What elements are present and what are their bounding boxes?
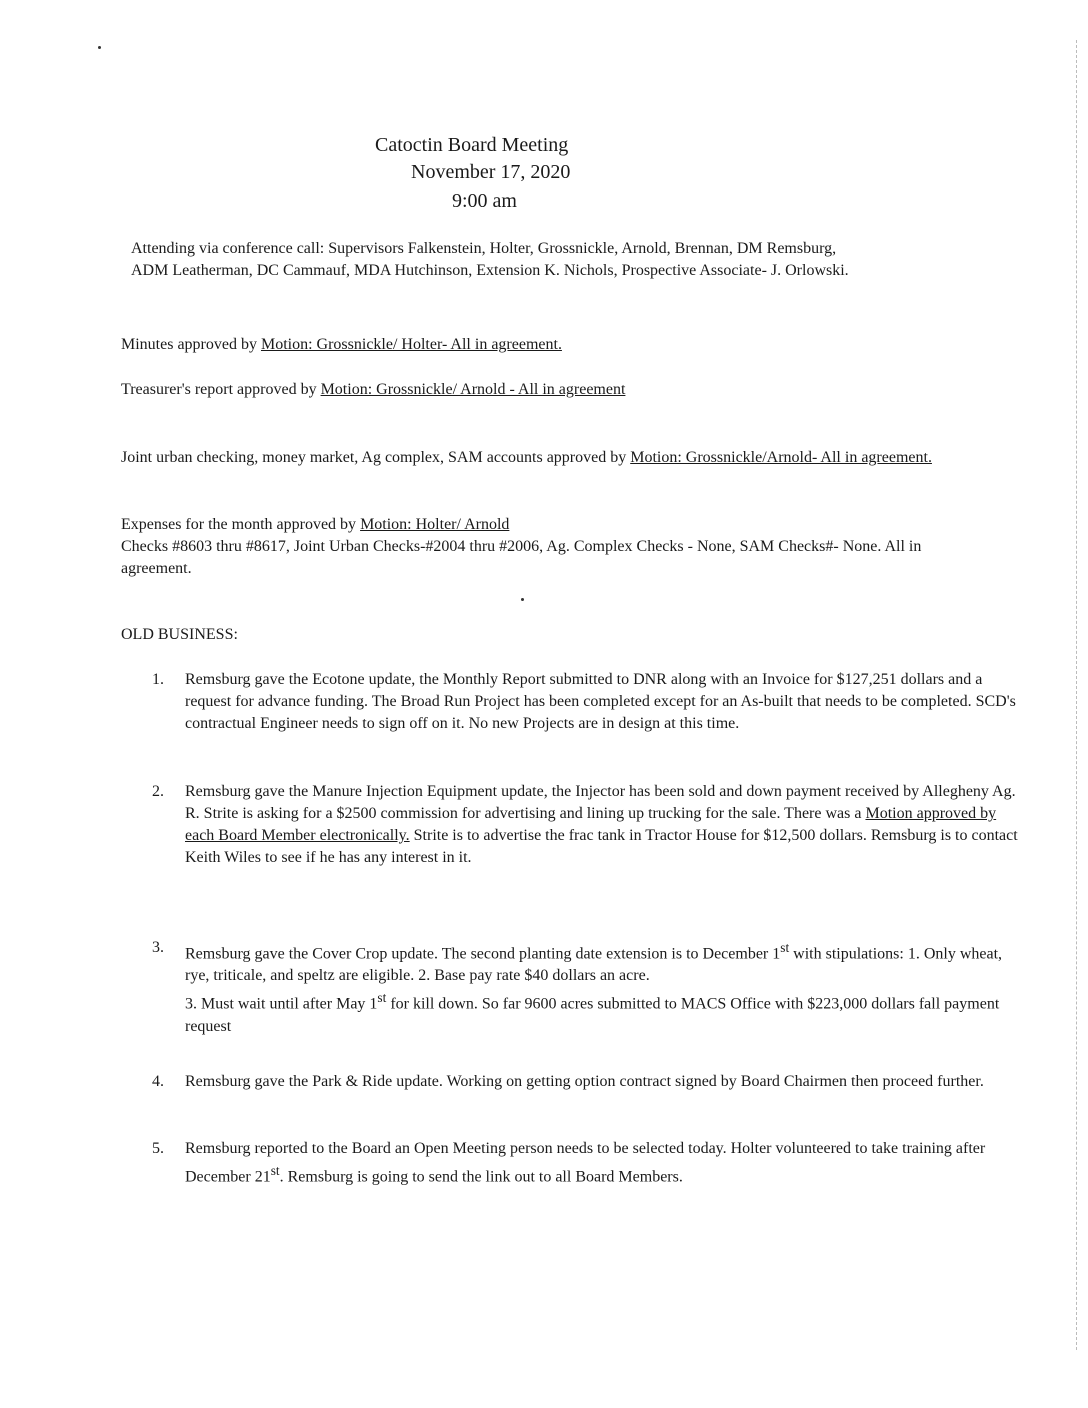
ordinal-suffix: st (780, 940, 790, 955)
expenses-prefix: Expenses for the month approved by (121, 516, 361, 533)
item-text-part: 3. Must wait until after May 1 (185, 995, 378, 1013)
item-text-part: . Remsburg is going to send the link out to all Board Members. (279, 1168, 683, 1186)
joint-accounts-prefix: Joint urban checking, money market, Ag complex, SAM accounts approved by (121, 449, 631, 466)
treasurer-approval (121, 379, 881, 401)
attendance-paragraph: Attending via conference call: Supervisors Falkenstein, Holter, Grossnickle, Arnold, Brennan, DM Remsburg, ADM Leatherman, DC Cammauf, MDA Hutchinson, Extension K. Nichols, Prospective Associate- J. Orlowski. (131, 240, 849, 279)
minutes-prefix: Minutes approved by (121, 336, 261, 353)
item-text: Remsburg gave the Ecotone update, the Monthly Report submitted to DNR along with an Invoice for $127,251 dollars and a request for advance funding. The Broad Run Project has been completed except for an As-built that needs to be completed. SCD's contractual Engineer needs to sign off on it. No new Projects are in design at this time. (185, 671, 1016, 732)
item-number: 3. (152, 939, 164, 956)
joint-accounts-motion: Motion: Grossnickle/Arnold- All in agreement. (630, 449, 932, 466)
expenses-approval (121, 514, 991, 580)
item-text-part: Remsburg reported to the Board an Open Meeting person needs to be selected today. Holter volunteered to take training after December 21 (185, 1140, 986, 1186)
item-text-part: Remsburg gave the Cover Crop update. The second planting date extension is to December 1 (185, 945, 781, 963)
item-text: Remsburg gave the Park & Ride update. Working on getting option contract signed by Board Chairmen then proceed further. (185, 1073, 984, 1090)
electronic-motion: Motion approved by each Board Member electronically. (185, 805, 997, 844)
scan-speck (521, 598, 524, 601)
treasurer-motion: Motion: Grossnickle/ Arnold - All in agreement (320, 381, 626, 398)
item-text-part: Strite is to advertise the frac tank in Tractor House for $12,500 dollars. Remsburg is to contact Keith Wiles to see if he has any interest in it. (185, 827, 1018, 866)
item-text-part: for kill down. So far 9600 acres submitted to MACS Office with $223,000 dollars fall payment request (185, 995, 1000, 1035)
item-number: 1. (152, 671, 164, 688)
meeting-title: Catoctin Board Meeting (375, 134, 569, 156)
treasurer-prefix: Treasurer's report approved by (121, 381, 321, 398)
expenses-motion: Motion: Holter/ Arnold (360, 516, 510, 533)
scan-edge-line (1076, 40, 1077, 1350)
meeting-date: November 17, 2020 (411, 161, 571, 183)
item-number: 4. (152, 1073, 164, 1090)
minutes-motion: Motion: Grossnickle/ Holter- All in agreement. (260, 336, 562, 353)
item-number: 2. (152, 783, 164, 800)
item-text-part: with stipulations: 1. Only wheat, rye, triticale, and speltz are eligible. 2. Base pay rate $40 dollars an acre. (185, 945, 1003, 985)
item-number: 5. (152, 1140, 164, 1157)
item-text (185, 781, 1025, 869)
ordinal-suffix: st (270, 1163, 280, 1178)
joint-accounts-approval (121, 447, 991, 469)
expenses-checks: Checks #8603 thru #8617, Joint Urban Checks-#2004 thru #2006, Ag. Complex Checks - None, SAM Checks#- None. All in agreement. (121, 538, 922, 577)
item-text (185, 1138, 1025, 1188)
ordinal-suffix: st (377, 990, 387, 1006)
scan-speck (98, 46, 101, 49)
meeting-time: 9:00 am (452, 190, 517, 212)
minutes-approval (121, 334, 821, 356)
item-text (185, 937, 1025, 1038)
old-business-heading: OLD BUSINESS: (121, 626, 238, 643)
item-text-part: Remsburg gave the Manure Injection Equipment update, the Injector has been sold and down payment received by Allegheny Ag. R. Strite is asking for a $2500 commission for advertising and lining up trucking for the sale. There was a (185, 783, 1016, 822)
